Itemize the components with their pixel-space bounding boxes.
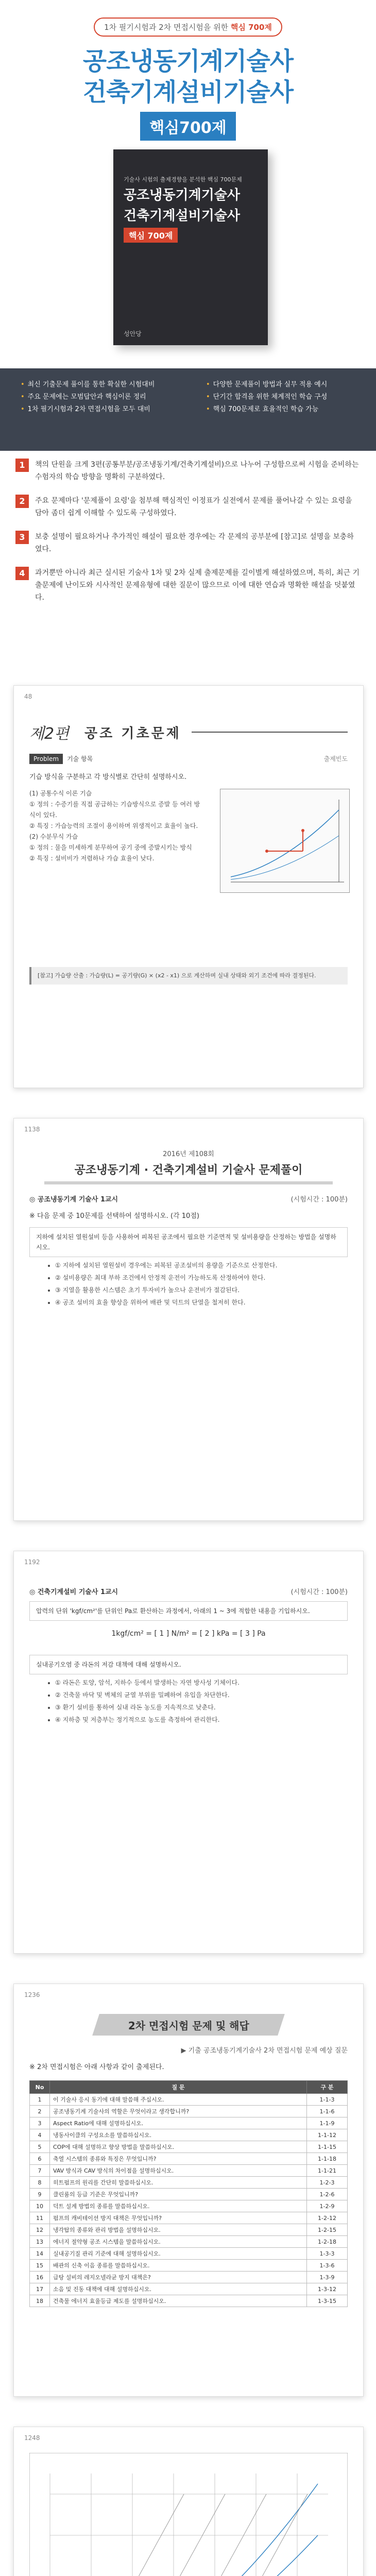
row-question: 소음 및 진동 대책에 대해 설명하십시오.: [50, 2283, 307, 2295]
feature-item: • 핵심 700문제로 효율적인 학습 가능: [206, 403, 376, 416]
row-number: 13: [30, 2236, 50, 2248]
answer-item: • ④ 공조 설비의 효율 향상을 위하여 배관 및 덕트의 단열을 철저히 한다.: [55, 1297, 343, 1308]
feature-item: • 다양한 문제풀이 방법과 실무 적용 예시: [206, 379, 376, 391]
interview-section: [29, 2045, 348, 2055]
book-cover: [113, 149, 268, 345]
feature-item: • 단기간 합격을 위한 체계적인 학습 구성: [206, 391, 376, 403]
table-row: [30, 2236, 348, 2248]
book-badge: 핵심 700제: [124, 228, 178, 243]
feature-item: • 1차 필기시험과 2차 면접시험을 모두 대비: [21, 403, 191, 416]
row-category: 1-2-9: [307, 2200, 348, 2212]
intro-number: 4: [15, 567, 29, 580]
row-number: 14: [30, 2248, 50, 2260]
exam-section-header: [29, 1586, 348, 1596]
table-row: [30, 2295, 348, 2307]
intro-number: 2: [15, 495, 29, 508]
answer-list: [35, 1677, 343, 1725]
row-question: 클린룸의 등급 기준은 무엇입니까?: [50, 2189, 307, 2200]
hero-tag-highlight: 핵심 700제: [230, 23, 272, 32]
book-publisher: 성안당: [124, 330, 142, 337]
question-text: 기습 방식을 구분하고 각 방식별로 간단히 설명하시오.: [29, 773, 187, 781]
unit-formula: 1kgf/cm² = [ 1 ] N/m² = [ 2 ] kPa = [ 3 ] Pa: [111, 1630, 266, 1638]
row-number: 9: [30, 2189, 50, 2200]
table-row: [30, 2177, 348, 2189]
page-number: 1248: [24, 2434, 40, 2442]
book-subtitle: 기술사 시험의 출제경향을 분석한 핵심 700문제: [124, 176, 242, 183]
hero-tag: [94, 18, 282, 37]
row-number: 18: [30, 2295, 50, 2307]
row-question: 축열 시스템의 종류와 특징은 무엇입니까?: [50, 2153, 307, 2165]
row-number: 12: [30, 2224, 50, 2236]
part-number: 제2편: [29, 725, 70, 743]
row-category: 1-2-6: [307, 2189, 348, 2200]
row-question: Aspect Ratio에 대해 설명하십시오.: [50, 2117, 307, 2129]
table-row: [30, 2260, 348, 2272]
book-title-2: 건축기계설비기술사: [124, 208, 241, 224]
sample-page-2: [13, 1118, 364, 1521]
intro-item: [15, 459, 361, 483]
row-number: 5: [30, 2141, 50, 2153]
col-no: No: [30, 2081, 50, 2094]
table-row: [30, 2117, 348, 2129]
sample-page-4: [13, 1984, 364, 2397]
table-row: [30, 2272, 348, 2283]
problem-tab: Problem: [29, 754, 63, 764]
col-question: 질 문: [50, 2081, 307, 2094]
table-row: [30, 2212, 348, 2224]
intro-item: [15, 531, 361, 555]
table-row: [30, 2248, 348, 2260]
page-number: 1192: [24, 1558, 40, 1566]
page-number: 1236: [24, 1991, 40, 1998]
interview-question-table: [29, 2080, 348, 2307]
hero-badge: 핵심700제: [140, 112, 236, 141]
row-number: 11: [30, 2212, 50, 2224]
psychrometric-diagram: [220, 789, 350, 893]
row-category: 1-2-12: [307, 2212, 348, 2224]
row-question: 에너지 절약형 공조 시스템을 말씀하십시오.: [50, 2236, 307, 2248]
table-row: [30, 2283, 348, 2295]
part-heading: [29, 721, 363, 743]
table-row: [30, 2224, 348, 2236]
row-number: 3: [30, 2117, 50, 2129]
col-category: 구 분: [307, 2081, 348, 2094]
exam-time: (시험시간 : 100분): [290, 1588, 348, 1596]
exam-section: ◎ 공조냉동기계 기술사 1교시: [29, 1196, 118, 1204]
page-number: 1138: [24, 1126, 40, 1133]
answer-item: • ④ 지하층 및 저층부는 정기적으로 농도를 측정하여 관리한다.: [55, 1715, 343, 1725]
hero-section: [0, 0, 376, 361]
frequency-label: 출제빈도: [323, 755, 348, 762]
row-question: 냉동사이클의 구성요소를 말씀하십시오.: [50, 2129, 307, 2141]
row-number: 7: [30, 2165, 50, 2177]
intro-text: 주요 문제마다 '문제풀이 요령'을 첨부해 핵심적인 이정표가 실전에서 문제를 풀어나갈 수 있는 요령을 담아 좀더 쉽게 이해할 수 있도록 구성하였다.: [35, 497, 352, 517]
feature-item: • 최신 기출문제 풀이를 통한 확실한 시험대비: [21, 379, 191, 391]
row-category: 1-1-12: [307, 2129, 348, 2141]
table-row: [30, 2094, 348, 2106]
answer-item: • ② 건축물 바닥 및 벽체의 균열 부위를 밀폐하여 유입을 차단한다.: [55, 1690, 343, 1700]
table-row: [30, 2141, 348, 2153]
interview-instruction: ※ 2차 면접시험은 아래 사항과 같이 출제된다.: [29, 2063, 164, 2071]
row-category: 1-1-15: [307, 2141, 348, 2153]
book-title-1: 공조냉동기계기술사: [124, 188, 241, 203]
row-question: COP에 대해 설명하고 향상 방법을 말씀하십시오.: [50, 2141, 307, 2153]
answer-item: • ② 설비용량은 최대 부하 조건에서 안정적 운전이 가능하도록 산정하여야 한다.: [55, 1273, 343, 1283]
page-number: 48: [24, 693, 32, 700]
answer-list: [35, 1260, 343, 1308]
exam-year: 2016년 제108회: [163, 1150, 214, 1158]
interview-section-text: ▶ 기출 공조냉동기계기술사 2차 면접시험 문제 예상 질문: [181, 2047, 348, 2055]
answer-item: • ① 라돈은 토양, 암석, 지하수 등에서 발생하는 자연 방사성 기체이다.: [55, 1677, 343, 1688]
sample-page-5: [13, 2427, 364, 2576]
hero-title: [0, 46, 376, 108]
row-question: VAV 방식과 CAV 방식의 차이점을 설명하십시오.: [50, 2165, 307, 2177]
row-category: 1-2-3: [307, 2177, 348, 2189]
table-row: [30, 2129, 348, 2141]
table-row: [30, 2106, 348, 2117]
table-header-row: [30, 2081, 348, 2094]
answer-item: • ③ 지열을 활용한 시스템은 초기 투자비가 높으나 운전비가 절감된다.: [55, 1285, 343, 1295]
row-category: 1-1-3: [307, 2094, 348, 2106]
interview-title-banner: [92, 2014, 285, 2036]
row-category: 1-3-12: [307, 2283, 348, 2295]
row-number: 1: [30, 2094, 50, 2106]
part-divider: [192, 732, 348, 733]
row-category: 1-1-6: [307, 2106, 348, 2117]
row-category: 1-3-15: [307, 2295, 348, 2307]
exam-section-header: [29, 1194, 348, 1204]
row-question: 히트펌프의 원리를 간단히 말씀하십시오.: [50, 2177, 307, 2189]
intro-item: [15, 567, 361, 604]
intro-text: 책의 단원을 크게 3편(공통부분/공조냉동기계/건축기계설비)으로 나누어 구성함으로써 시험을 준비하는 수험자의 학습 방향을 명확히 구분하였다.: [35, 461, 359, 481]
problem-tabs: [29, 753, 348, 765]
row-question: 펌프의 캐비테이션 방지 대책은 무엇입니까?: [50, 2212, 307, 2224]
interview-title: 2차 면접시험 문제 및 해답: [128, 2019, 249, 2032]
sample-page-1: [13, 685, 364, 1088]
row-category: 1-1-18: [307, 2153, 348, 2165]
row-question: 덕트 설계 방법의 종류를 말씀하십시오.: [50, 2200, 307, 2212]
row-category: 1-2-18: [307, 2236, 348, 2248]
row-number: 17: [30, 2283, 50, 2295]
row-category: 1-3-9: [307, 2272, 348, 2283]
row-category: 1-1-9: [307, 2117, 348, 2129]
answer-item: • ③ 환기 설비를 통하여 실내 라돈 농도를 지속적으로 낮춘다.: [55, 1702, 343, 1713]
feature-item: • 주요 문제에는 모범답안과 핵심이론 정리: [21, 391, 191, 403]
row-category: 1-3-6: [307, 2260, 348, 2272]
row-question: 급탕 설비의 레지오넬라균 방지 대책은?: [50, 2272, 307, 2283]
row-number: 10: [30, 2200, 50, 2212]
hero-tag-prefix: 1차 필기시험과 2차 면접시험을 위한: [104, 23, 229, 32]
row-number: 15: [30, 2260, 50, 2272]
intro-text: 과거뿐만 아니라 최근 실시된 기술사 1차 및 2차 실제 출제문제를 길이별게 해설하였으며, 특히, 최근 기출문제에 난이도와 시사적인 문제유형에 대한 질문이 많으므로 이에 대한 연습과 명확한 해설을 덧붙였다.: [35, 569, 360, 602]
exam-question-1: 압력의 단위 'kgf/cm²'를 단위인 Pa로 환산하는 과정에서, 아래의 1 ~ 3에 적합한 내용을 기입하시오.: [29, 1601, 348, 1621]
reference-note: [참고] 가습량 산출 : 가습량(L) = 공기량(G) × (x2 - x1) 으로 계산하며 실내 상태와 외기 조건에 따라 결정된다.: [29, 967, 348, 985]
hero-title-line1: 공조냉동기계기술사: [82, 47, 294, 76]
psychrometric-chart: [29, 2453, 348, 2576]
row-category: 1-1-21: [307, 2165, 348, 2177]
intro-number: 3: [15, 531, 29, 544]
exam-question: 지하에 설치된 열원설비 등을 사용하여 피복된 공조에서 필요한 기준면적 및 설비용량을 산정하는 방법을 설명하시오.: [29, 1227, 348, 1257]
row-category: 1-2-15: [307, 2224, 348, 2236]
exam-title-block: [44, 1148, 333, 1184]
row-number: 6: [30, 2153, 50, 2165]
part-title: 공조 기초문제: [84, 725, 181, 741]
exam-question-2: 실내공기오염 중 라돈의 저감 대책에 대해 설명하시오.: [29, 1655, 348, 1674]
exam-title: 공조냉동기계 · 건축기계설비 기술사 문제풀이: [74, 1164, 303, 1177]
problem-topic: 기술 항목: [67, 755, 93, 762]
table-row: [30, 2153, 348, 2165]
row-question: 실내공기질 관리 기준에 대해 설명하십시오.: [50, 2248, 307, 2260]
row-number: 2: [30, 2106, 50, 2117]
exam-title-bar: [44, 1181, 333, 1184]
exam-section: ◎ 건축기계설비 기술사 1교시: [29, 1588, 118, 1596]
exam-time: (시험시간 : 100분): [290, 1196, 348, 1204]
row-category: 1-3-3: [307, 2248, 348, 2260]
row-question: 건축물 에너지 효율등급 제도를 설명하십시오.: [50, 2295, 307, 2307]
table-row: [30, 2189, 348, 2200]
row-number: 8: [30, 2177, 50, 2189]
table-row: [30, 2200, 348, 2212]
row-question: 냉각탑의 종류와 관리 방법을 설명하십시오.: [50, 2224, 307, 2236]
answer-item: • ① 지하에 설치된 열원설비 경우에는 피복된 공조설비의 용량을 기준으로 산정한다.: [55, 1260, 343, 1270]
row-question: 배관의 신축 이음 종류를 말씀하십시오.: [50, 2260, 307, 2272]
row-number: 16: [30, 2272, 50, 2283]
intro-list: [15, 459, 361, 615]
row-number: 4: [30, 2129, 50, 2141]
intro-number: 1: [15, 459, 29, 472]
row-question: 공조냉동기계 기술사의 역할은 무엇이라고 생각합니까?: [50, 2106, 307, 2117]
intro-item: [15, 495, 361, 519]
solution-text: (1) 공통수식 이론 기습 ① 정의 : 수증기를 직접 공급하는 기습방식으로 증발 등 여러 방식이 있다. ② 특징 : 가습능력의 조절이 용이하며 위생적이고 효율이 높다. (2) 수분무식 가습 ① 정의 : 물을 미세하게 분무하여 공기 중에 증발시키는 방식 ② 특징 : 설비비가 저렴하나 가습 효율이 낮다.: [29, 790, 200, 862]
sample-page-3: [13, 1551, 364, 1954]
features-band: [0, 368, 376, 451]
exam-instruction: ※ 다음 문제 중 10문제를 선택하여 설명하시오. (각 10점): [29, 1212, 199, 1220]
intro-text: 보충 설명이 필요하거나 추가적인 해설이 필요한 경우에는 각 문제의 공부분에 [참고]로 설명을 보충하였다.: [35, 533, 354, 553]
table-row: [30, 2165, 348, 2177]
hero-title-line2: 건축기계설비기술사: [82, 78, 294, 107]
row-question: 이 기술사 응시 동기에 대해 말씀해 주십시오.: [50, 2094, 307, 2106]
features-list: [0, 368, 376, 416]
